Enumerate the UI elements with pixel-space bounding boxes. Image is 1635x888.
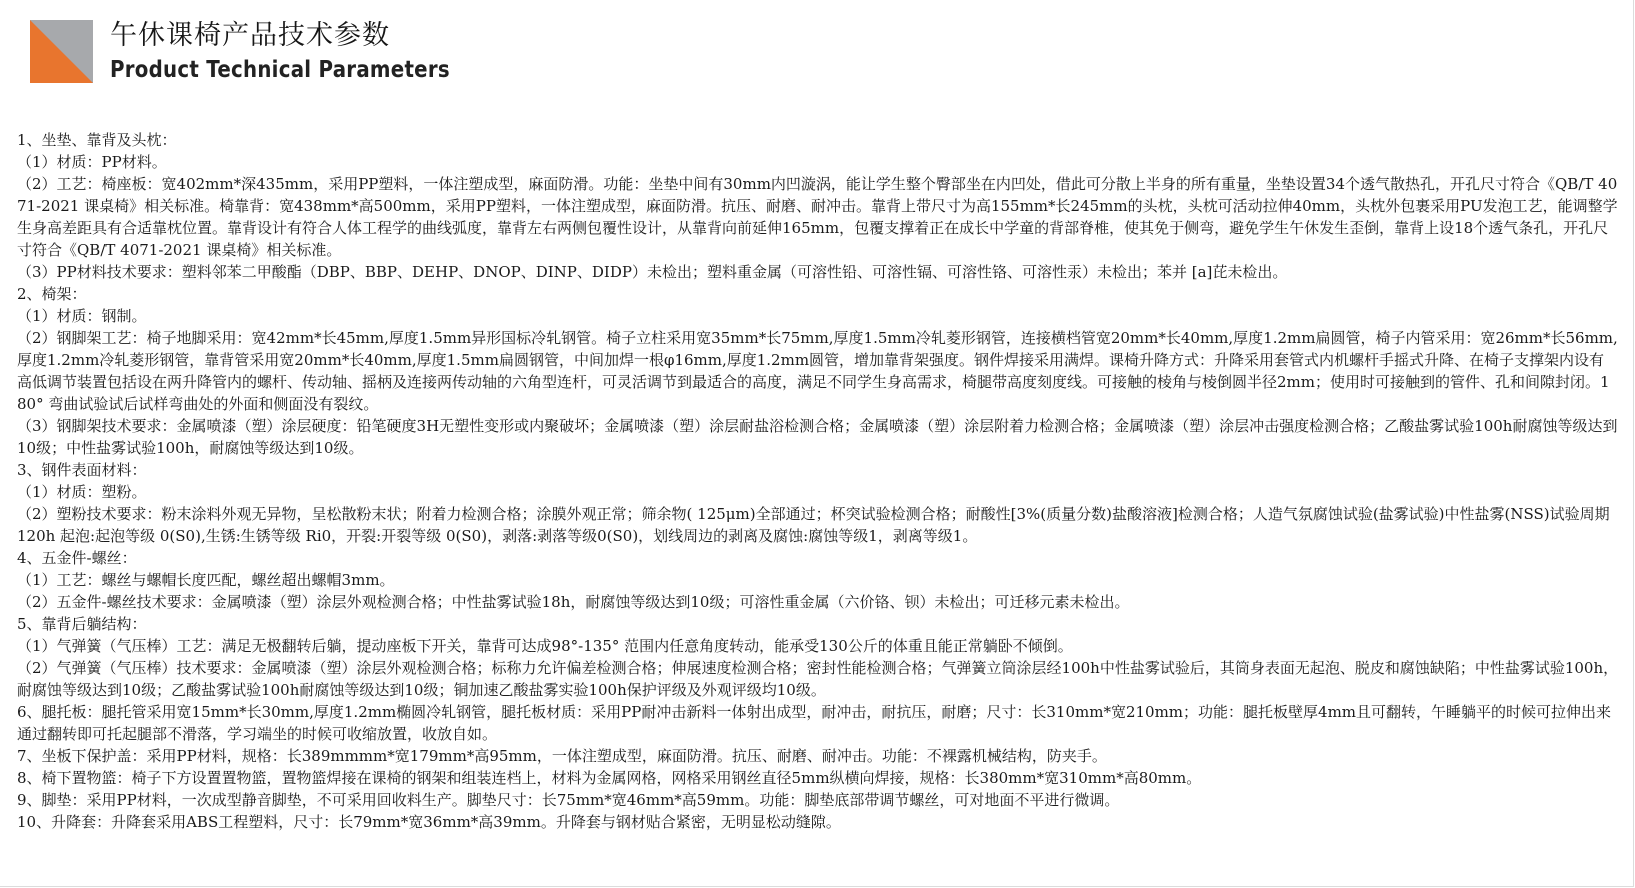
section-8-storage-basket: 8、椅下置物篮：椅子下方设置置物篮，置物篮焊接在课椅的钢架和组装连档上，材料为金属网格，网格采用钢丝直径5mm纵横向焊接，规格：长380mm*宽310mm*高80mm。	[17, 769, 1202, 787]
section-9-foot-pad: 9、脚垫：采用PP材料，一次成型静音脚垫，不可采用回收料生产。脚垫尺寸：长75mm*宽46mm*高59mm。功能：脚垫底部带调节螺丝，可对地面不平进行微调。	[17, 791, 1120, 809]
section-7-seat-cover: 7、坐板下保护盖：采用PP材料，规格：长389mmmm*宽179mm*高95mm，一体注塑成型，麻面防滑。抗压、耐磨、耐冲击。功能：不裸露机械结构，防夹手。	[17, 747, 1107, 765]
section-1-material: （1）材质：PP材料。	[17, 153, 167, 171]
section-1-heading: 1、坐垫、靠背及头枕：	[17, 131, 177, 149]
section-2-heading: 2、椅架：	[17, 285, 87, 303]
section-5-requirements: （2）气弹簧（气压棒）技术要求：金属喷漆（塑）涂层外观检测合格；标称力允许偏差检测合格；伸展速度检测合格；密封性能检测合格；气弹簧立筒涂层经100h中性盐雾试验后，其筒身表面无起泡、脱皮和腐蚀缺陷；中性盐雾试验100h，耐腐蚀等级达到10级；乙酸盐雾试验100h耐腐蚀等级达到10级；铜加速乙酸盐雾实验100h保护评级及外观评级均10级。	[17, 659, 1619, 699]
section-1-requirements: （3）PP材料技术要求：塑料邻苯二甲酸酯（DBP、BBP、DEHP、DNOP、DINP、DIDP）未检出；塑料重金属（可溶性铅、可溶性镉、可溶性铬、可溶性汞）未检出；苯并 [a]芘未检出。	[17, 263, 1288, 281]
section-2-requirements: （3）钢脚架技术要求：金属喷漆（塑）涂层硬度：铅笔硬度3H无塑性变形或内聚破坏；金属喷漆（塑）涂层耐盐浴检测合格；金属喷漆（塑）涂层附着力检测合格；金属喷漆（塑）涂层冲击强度检测合格；乙酸盐雾试验100h耐腐蚀等级达到10级；中性盐雾试验100h，耐腐蚀等级达到10级。	[17, 417, 1618, 457]
section-6-leg-rest: 6、腿托板：腿托管采用宽15mm*长30mm,厚度1.2mm椭圆冷轧钢管，腿托板材质：采用PP耐冲击新料一体射出成型，耐冲击，耐抗压，耐磨；尺寸：长310mm*宽210mm；功能：腿托板壁厚4mm且可翻转，午睡躺平的时候可拉伸出来通过翻转即可托起腿部不滑落，学习端坐的时候可收缩放置，收放自如。	[17, 703, 1612, 743]
section-3-requirements: （2）塑粉技术要求：粉末涂料外观无异物，呈松散粉末状；附着力检测合格；涂膜外观正常；筛余物( 125μm)全部通过；杯突试验检测合格；耐酸性[3%(质量分数)盐酸溶液]检测合格；人造气氛腐蚀试验(盐雾试验)中性盐雾(NSS)试验周期120h 起泡:起泡等级 0(S0),生锈:生锈等级 Ri0，开裂:开裂等级 0(S0)，剥落:剥落等级0(S0)，划线周边的剥离及腐蚀:腐蚀等级1，剥离等级1。	[17, 505, 1610, 545]
section-3-material: （1）材质：塑粉。	[17, 483, 147, 501]
section-2-material: （1）材质：钢制。	[17, 307, 147, 325]
section-4-heading: 4、五金件-螺丝：	[17, 549, 137, 567]
parameters-body	[17, 129, 1619, 833]
logo-mark-icon	[30, 20, 93, 83]
section-4-requirements: （2）五金件-螺丝技术要求：金属喷漆（塑）涂层外观检测合格；中性盐雾试验18h，耐腐蚀等级达到10级；可溶性重金属（六价铬、钡）未检出；可迁移元素未检出。	[17, 593, 1130, 611]
section-5-heading: 5、靠背后躺结构：	[17, 615, 147, 633]
section-2-process: （2）钢脚架工艺：椅子地脚采用：宽42mm*长45mm,厚度1.5mm异形国标冷轧钢管。椅子立柱采用宽35mm*长75mm,厚度1.5mm冷轧菱形钢管，连接横档管宽20mm*长40mm,厚度1.2mm扁圆管，椅子内管采用：宽26mm*长56mm,厚度1.2mm冷轧菱形钢管，靠背管采用宽20mm*长40mm,厚度1.5mm扁圆钢管，中间加焊一根φ16mm,厚度1.2mm圆管，增加靠背架强度。钢件焊接采用满焊。课椅升降方式：升降采用套管式内机螺杆手摇式升降、在椅子支撑架内设有高低调节装置包括设在两升降管内的螺杆、传动轴、摇柄及连接两传动轴的六角型连杆，可灵活调节到最适合的高度，满足不同学生身高需求，椅腿带高度刻度线。可接触的棱角与棱倒圆半径2mm；使用时可接触到的管件、孔和间隙封闭。180° 弯曲试验试后试样弯曲处的外面和侧面没有裂纹。	[17, 329, 1618, 413]
section-4-process: （1）工艺：螺丝与螺帽长度匹配，螺丝超出螺帽3mm。	[17, 571, 395, 589]
page-title-english: Product Technical Parameters	[110, 57, 450, 83]
section-10-lift-sleeve: 10、升降套：升降套采用ABS工程塑料，尺寸：长79mm*宽36mm*高39mm。升降套与钢材贴合紧密，无明显松动缝隙。	[17, 813, 841, 831]
section-1-process: （2）工艺：椅座板：宽402mm*深435mm，采用PP塑料，一体注塑成型，麻面防滑。功能：坐垫中间有30mm内凹漩涡，能让学生整个臀部坐在内凹处，借此可分散上半身的所有重量，坐垫设置34个透气散热孔，开孔尺寸符合《QB/T 4071-2021 课桌椅》相关标准。椅靠背：宽438mm*高500mm，采用PP塑料，一体注塑成型，麻面防滑。抗压、耐磨、耐冲击。靠背上带尺寸为高155mm*长245mm的头枕，头枕可活动拉伸40mm，头枕外包裹采用PU发泡工艺，能调整学生身高差距具有合适靠枕位置。靠背设计有符合人体工程学的曲线弧度，靠背左右两侧包覆性设计，从靠背向前延伸165mm，包覆支撑着正在成长中学童的背部脊椎，使其免于侧弯，避免学生午休发生歪倒，靠背上设18个透气条孔，开孔尺寸符合《QB/T 4071-2021 课桌椅》相关标准。	[17, 175, 1618, 259]
section-5-process: （1）气弹簧（气压棒）工艺：满足无极翻转后躺，提动座板下开关，靠背可达成98°-135° 范围内任意角度转动，能承受130公斤的体重且能正常躺卧不倾倒。	[17, 637, 1073, 655]
page-title-chinese: 午休课椅产品技术参数	[110, 20, 390, 51]
section-3-heading: 3、钢件表面材料：	[17, 461, 147, 479]
